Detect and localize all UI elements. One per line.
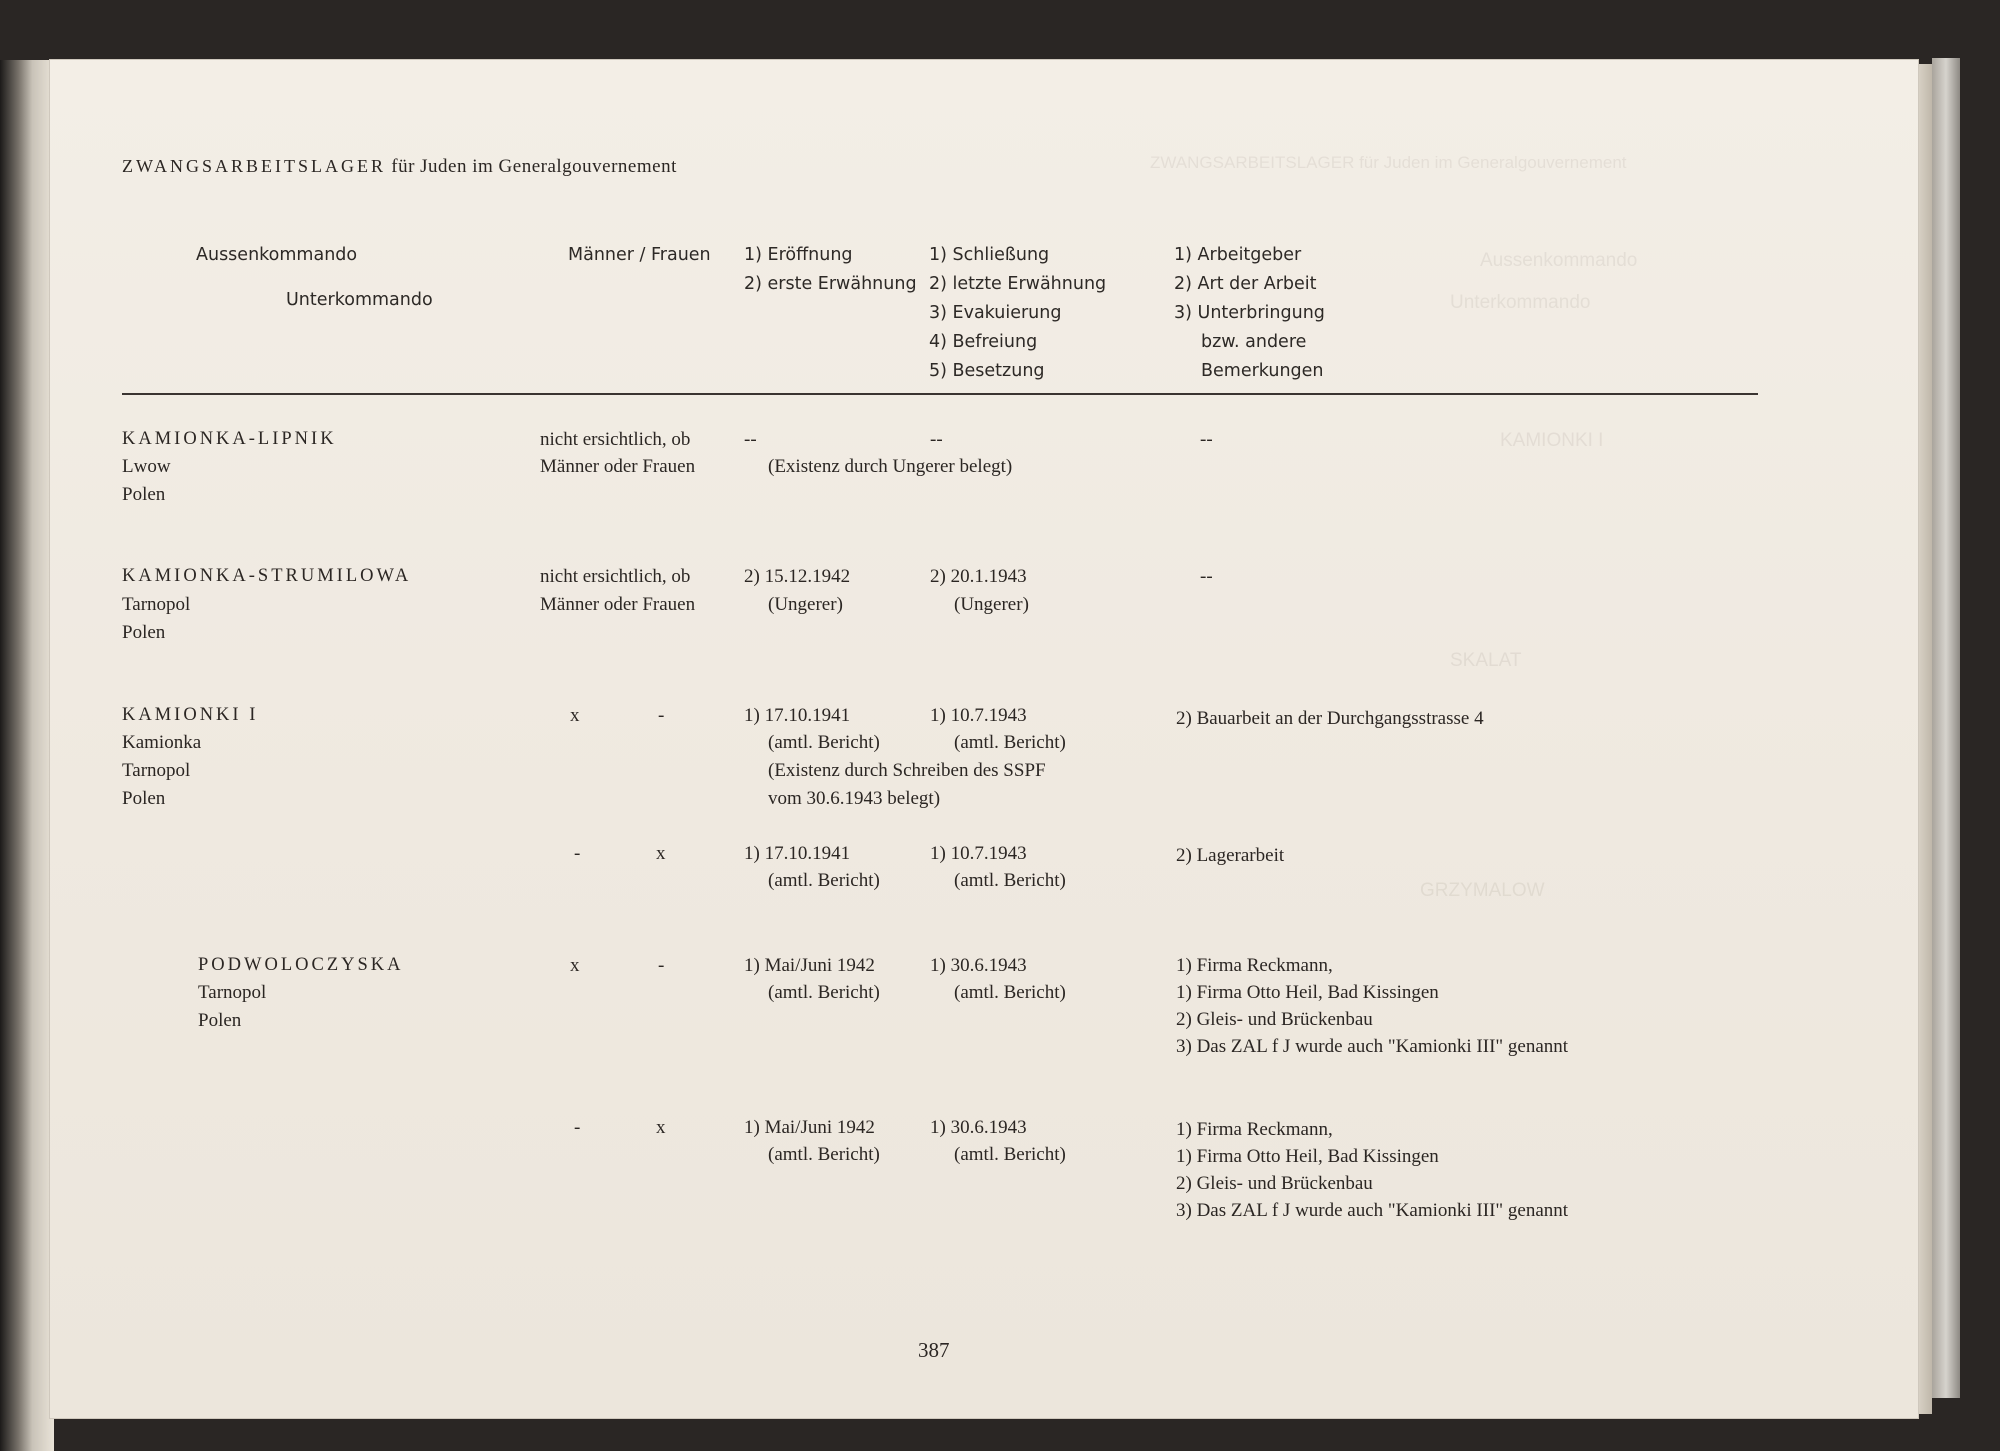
entry-place: Tarnopol bbox=[122, 594, 191, 615]
entry-arbeitgeber: 1) Firma Reckmann, bbox=[1176, 955, 1333, 976]
entry-country: Polen bbox=[122, 484, 166, 505]
header-erste-erwaehnung: 2) erste Erwähnung bbox=[744, 274, 917, 294]
entry-schliessung: 1) 30.6.1943 bbox=[930, 1117, 1027, 1138]
entry-source: (Ungerer) bbox=[954, 594, 1029, 615]
entry-eroeffnung: -- bbox=[744, 429, 757, 450]
entry-arbeitgeber: 1) Firma Otto Heil, Bad Kissingen bbox=[1176, 1146, 1439, 1167]
header-befreiung: 4) Befreiung bbox=[929, 332, 1038, 352]
entry-place: Lwow bbox=[122, 456, 171, 477]
entry-bemerkungen: 3) Das ZAL f J wurde auch "Kamionki III" genannt bbox=[1176, 1200, 1569, 1221]
entry-source: (amtl. Bericht) bbox=[954, 1144, 1066, 1165]
entry-mf-note: nicht ersichtlich, ob bbox=[540, 429, 691, 450]
bleed-through-text: SKALAT bbox=[1450, 650, 1522, 671]
women-mark: - bbox=[658, 955, 665, 976]
men-mark: - bbox=[574, 1117, 581, 1138]
entry-eroeffnung: 1) Mai/Juni 1942 bbox=[744, 955, 875, 976]
entry-eroeffnung: 1) Mai/Juni 1942 bbox=[744, 1117, 875, 1138]
entry-existence-note: vom 30.6.1943 belegt) bbox=[768, 788, 941, 809]
entry-source: (amtl. Bericht) bbox=[954, 870, 1066, 891]
entry-source: (amtl. Bericht) bbox=[768, 982, 880, 1003]
header-besetzung: 5) Besetzung bbox=[929, 361, 1045, 381]
header-art-der-arbeit: 2) Art der Arbeit bbox=[1174, 274, 1317, 294]
entry-name: KAMIONKA-LIPNIK bbox=[122, 429, 337, 449]
header-unterbringung: 3) Unterbringung bbox=[1174, 303, 1325, 323]
entry-arbeitgeber: 1) Firma Otto Heil, Bad Kissingen bbox=[1176, 982, 1439, 1003]
header-bzw-andere: bzw. andere bbox=[1201, 332, 1307, 352]
header-maenner-frauen: Männer / Frauen bbox=[568, 245, 711, 265]
header-divider bbox=[122, 393, 1758, 395]
entry-art-der-arbeit: 2) Bauarbeit an der Durchgangsstrasse 4 bbox=[1176, 708, 1484, 729]
bleed-through-text: KAMIONKI I bbox=[1500, 430, 1604, 451]
entry-name: KAMIONKI I bbox=[122, 705, 259, 725]
bleed-through-text: Aussenkommando bbox=[1480, 250, 1638, 271]
page-number: 387 bbox=[918, 1338, 950, 1362]
men-mark: x bbox=[570, 705, 580, 726]
entry-place: Tarnopol bbox=[198, 982, 267, 1003]
entry-source: (amtl. Bericht) bbox=[768, 732, 880, 753]
entry-schliessung: 1) 10.7.1943 bbox=[930, 843, 1027, 864]
page-title bbox=[122, 156, 677, 178]
women-mark: x bbox=[656, 843, 666, 864]
entry-bemerkungen: -- bbox=[1200, 429, 1213, 450]
entry-source: (amtl. Bericht) bbox=[768, 1144, 880, 1165]
entry-name: PODWOLOCZYSKA bbox=[198, 955, 404, 975]
entry-eroeffnung: 1) 17.10.1941 bbox=[744, 705, 851, 726]
entry-bemerkungen: 3) Das ZAL f J wurde auch "Kamionki III" genannt bbox=[1176, 1036, 1569, 1057]
entry-mf-note: Männer oder Frauen bbox=[540, 594, 696, 615]
entry-schliessung: -- bbox=[930, 429, 943, 450]
title-rest: für Juden im Generalgouvernement bbox=[391, 156, 677, 177]
header-bemerkungen: Bemerkungen bbox=[1201, 361, 1324, 381]
title-prefix: ZWANGSARBEITSLAGER bbox=[122, 156, 386, 176]
men-mark: - bbox=[574, 843, 581, 864]
entry-country: Polen bbox=[198, 1010, 242, 1031]
book-spine bbox=[0, 60, 54, 1451]
entry-place: Kamionka bbox=[122, 732, 202, 753]
entry-eroeffnung: 1) 17.10.1941 bbox=[744, 843, 851, 864]
entry-country: Polen bbox=[122, 622, 166, 643]
men-mark: x bbox=[570, 955, 580, 976]
entry-source: (amtl. Bericht) bbox=[768, 870, 880, 891]
entry-mf-note: nicht ersichtlich, ob bbox=[540, 566, 691, 587]
women-mark: x bbox=[656, 1117, 666, 1138]
bleed-through-text: Unterkommando bbox=[1450, 292, 1591, 313]
bleed-through-text: ZWANGSARBEITSLAGER für Juden im Generalgouvernement bbox=[1150, 153, 1627, 172]
entry-source: (Ungerer) bbox=[768, 594, 843, 615]
entry-district: Tarnopol bbox=[122, 760, 191, 781]
header-aussenkommando: Aussenkommando bbox=[196, 245, 358, 265]
header-evakuierung: 3) Evakuierung bbox=[929, 303, 1062, 323]
entry-existence-note: (Existenz durch Ungerer belegt) bbox=[768, 456, 1013, 477]
entry-schliessung: 1) 30.6.1943 bbox=[930, 955, 1027, 976]
women-mark: - bbox=[658, 705, 665, 726]
entry-name: KAMIONKA-STRUMILOWA bbox=[122, 566, 412, 586]
header-letzte-erwaehnung: 2) letzte Erwähnung bbox=[929, 274, 1107, 294]
bleed-through-text: GRZYMALOW bbox=[1420, 880, 1545, 901]
entry-schliessung: 1) 10.7.1943 bbox=[930, 705, 1027, 726]
entry-country: Polen bbox=[122, 788, 166, 809]
entry-art-der-arbeit: 2) Gleis- und Brückenbau bbox=[1176, 1173, 1373, 1194]
entry-letzte-erwaehnung: 2) 20.1.1943 bbox=[930, 566, 1027, 587]
book-cover-edge bbox=[1932, 58, 1960, 1398]
entry-mf-note: Männer oder Frauen bbox=[540, 456, 696, 477]
entry-source: (amtl. Bericht) bbox=[954, 982, 1066, 1003]
header-unterkommando: Unterkommando bbox=[286, 290, 433, 310]
entry-art-der-arbeit: 2) Lagerarbeit bbox=[1176, 845, 1285, 866]
entry-source: (amtl. Bericht) bbox=[954, 732, 1066, 753]
header-eroeffnung: 1) Eröffnung bbox=[744, 245, 853, 265]
entry-bemerkungen: -- bbox=[1200, 566, 1213, 587]
entry-art-der-arbeit: 2) Gleis- und Brückenbau bbox=[1176, 1009, 1373, 1030]
page-edges bbox=[1918, 64, 1932, 1414]
header-arbeitgeber: 1) Arbeitgeber bbox=[1174, 245, 1302, 265]
header-schliessung: 1) Schließung bbox=[929, 245, 1050, 265]
entry-existence-note: (Existenz durch Schreiben des SSPF bbox=[768, 760, 1046, 781]
entry-erste-erwaehnung: 2) 15.12.1942 bbox=[744, 566, 851, 587]
entry-arbeitgeber: 1) Firma Reckmann, bbox=[1176, 1119, 1333, 1140]
